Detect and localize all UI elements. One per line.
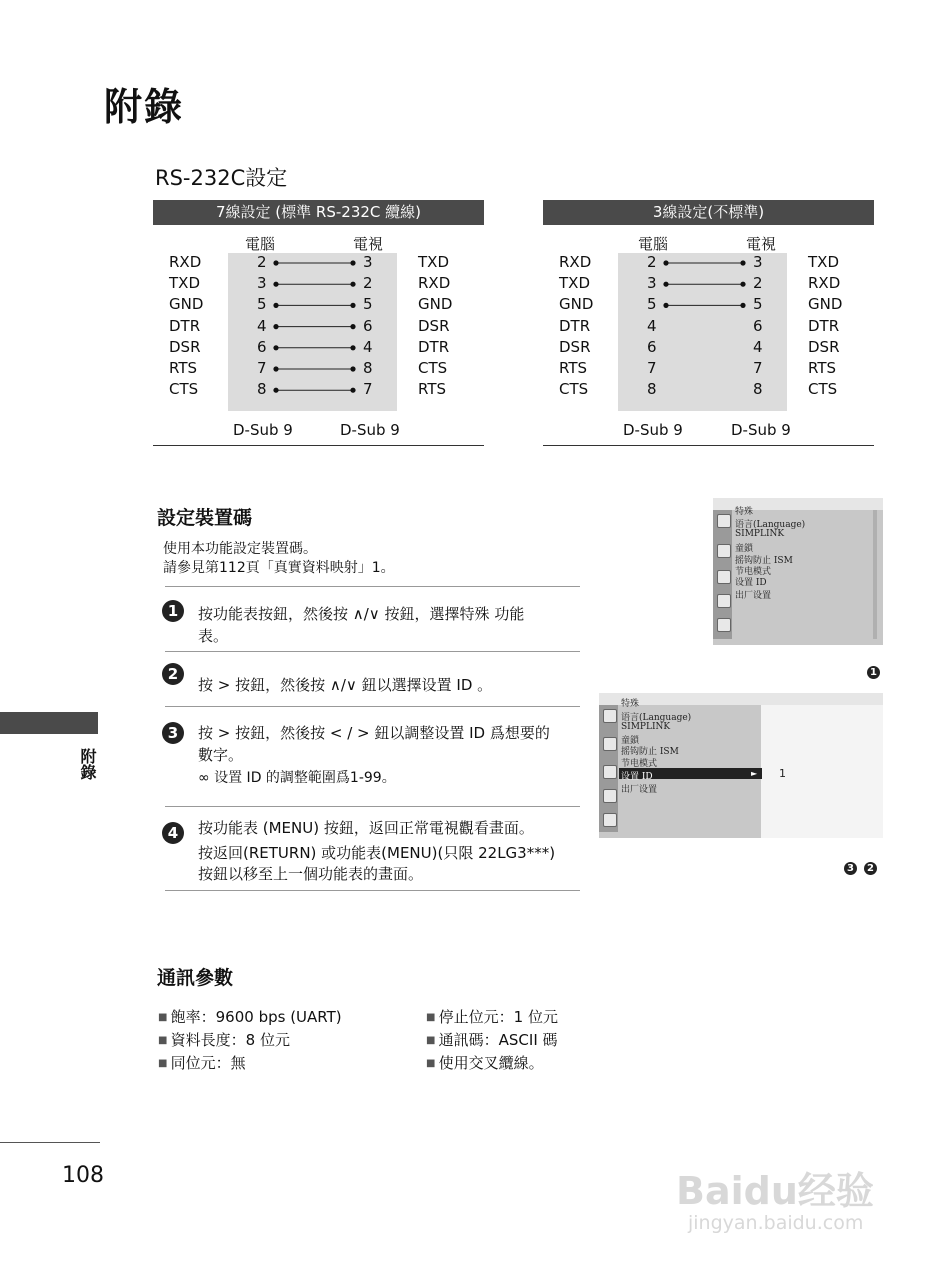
step-3-note: ∞ 设置 ID 的調整範圍爲1-99。: [198, 770, 396, 786]
signal-left: TXD: [169, 274, 200, 293]
signal-left: RTS: [559, 359, 588, 377]
wire-dot: [273, 324, 278, 329]
pin-tv: 6: [363, 316, 373, 335]
table-header: 3線設定(不標準): [543, 200, 874, 225]
table-7wire: [153, 200, 484, 446]
menu-item: 童鎖: [621, 736, 640, 746]
wire-dot: [740, 282, 745, 287]
wire-dot: [350, 388, 355, 393]
clock-icon: [717, 594, 731, 608]
menu-item: 摇钩防止 ISM: [735, 556, 793, 566]
special-icon: [717, 514, 731, 528]
wire-dot: [740, 260, 745, 265]
watermark-logo: Baidu经验: [676, 1169, 874, 1213]
screen-icon: [717, 544, 731, 558]
foot-tv: D-Sub 9: [731, 421, 791, 439]
screen-icon: [603, 737, 617, 751]
arrow-right-icon: ►: [751, 769, 758, 778]
wire-dot: [273, 260, 278, 265]
table-header: 7線設定 (標準 RS-232C 纜線): [153, 200, 484, 225]
rs232-heading: RS-232C設定: [155, 166, 288, 190]
lock-icon: [603, 813, 617, 827]
menu-item: 节电模式: [735, 567, 772, 577]
signal-right: DSR: [808, 337, 840, 356]
signal-left: CTS: [559, 380, 589, 399]
wire-dot: [273, 345, 278, 350]
side-tab-label: 附錄: [78, 748, 97, 780]
pin-pc: 5: [257, 295, 267, 314]
pin-tv: 2: [753, 274, 763, 293]
pin-pc: 4: [257, 316, 267, 335]
pin-pc: 6: [257, 337, 267, 356]
menu-item: 摇钩防止 ISM: [621, 747, 679, 757]
param-item: ■ 飽率：9600 bps (UART): [158, 1006, 342, 1027]
settings-icon: [717, 570, 731, 584]
screenshot-badge: 1: [867, 666, 880, 679]
pin-tv: 7: [363, 380, 373, 399]
device-heading: 設定裝置碼: [157, 507, 253, 529]
wire-dot: [273, 303, 278, 308]
pin-tv: 5: [363, 295, 373, 314]
device-intro: 使用本功能設定裝置碼。: [163, 541, 317, 557]
param-item: ■ 通訊碼：ASCII 碼: [426, 1029, 558, 1050]
pin-pc: 7: [647, 359, 657, 377]
signal-right: RXD: [808, 274, 841, 293]
col-tv: 電視: [353, 235, 384, 253]
step-1-text: 按功能表按鈕，然後按 ∧/∨ 按鈕，選擇特殊 功能: [198, 605, 525, 623]
signal-right: RTS: [418, 380, 447, 399]
menu-item: 设置 ID: [735, 578, 767, 588]
pin-pc: 8: [647, 380, 657, 399]
wire-dot: [663, 303, 668, 308]
pin-tv: 4: [753, 337, 763, 356]
wire-dot: [273, 366, 278, 371]
pin-pc: 2: [257, 253, 267, 271]
signal-right: DSR: [418, 316, 450, 335]
signal-right: DTR: [808, 316, 840, 335]
signal-right: GND: [808, 295, 843, 314]
pin-pc: 4: [647, 316, 657, 335]
pin-pc: 3: [647, 274, 657, 293]
pin-tv: 8: [363, 359, 373, 377]
signal-left: TXD: [559, 274, 590, 293]
menu-item: SIMPLINK: [621, 722, 671, 732]
lock-icon: [717, 618, 731, 632]
signal-left: RXD: [169, 253, 202, 271]
menu-item: 出厂设置: [621, 785, 658, 795]
pin-tv: 6: [753, 316, 763, 335]
signal-left: CTS: [169, 380, 199, 399]
wire-dot: [350, 345, 355, 350]
pin-tv: 3: [363, 253, 373, 271]
wire-dot: [350, 303, 355, 308]
signal-right: DTR: [418, 337, 450, 356]
signal-left: GND: [559, 295, 594, 314]
step-1-text-cont: 表。: [198, 627, 229, 645]
menu-item-selected: 设置 ID: [621, 772, 653, 782]
pin-pc: 7: [257, 359, 267, 377]
signal-right: TXD: [808, 253, 839, 271]
foot-pc: D-Sub 9: [623, 421, 683, 439]
menu-screenshot-1: [713, 498, 883, 645]
signal-right: RXD: [418, 274, 451, 293]
menu-item: SIMPLINK: [735, 529, 785, 539]
screenshot-badge: 3: [844, 862, 857, 875]
wire-dot: [350, 324, 355, 329]
pin-tv: 8: [753, 380, 763, 399]
side-tab-bar: [0, 712, 98, 734]
step-number: 3: [162, 722, 184, 744]
signal-left: DSR: [169, 337, 201, 356]
col-tv: 電視: [746, 235, 777, 253]
comm-heading: 通訊參數: [157, 967, 234, 989]
foot-pc: D-Sub 9: [233, 421, 293, 439]
step-4-text: 按功能表 (MENU) 按鈕，返回正常電視觀看畫面。: [198, 819, 534, 837]
param-item: ■ 使用交叉纜線。: [426, 1052, 544, 1073]
signal-left: DTR: [169, 316, 201, 335]
foot-tv: D-Sub 9: [340, 421, 400, 439]
col-pc: 電腦: [245, 235, 276, 253]
wire-dot: [350, 260, 355, 265]
signal-right: CTS: [808, 380, 838, 399]
step-3-text-cont: 數字。: [198, 746, 244, 764]
signal-right: GND: [418, 295, 453, 314]
col-pc: 電腦: [638, 235, 669, 253]
signal-left: RTS: [169, 359, 198, 377]
menu-title: 特殊: [621, 699, 640, 709]
pin-tv: 3: [753, 253, 763, 271]
signal-left: RXD: [559, 253, 592, 271]
menu-item: 童鎖: [735, 544, 754, 554]
menu-screenshot-2: [599, 693, 883, 838]
wire-dot: [740, 303, 745, 308]
wire-dot: [663, 260, 668, 265]
param-item: ■ 資料長度：8 位元: [158, 1029, 290, 1050]
step-4-text-cont: 按返回(RETURN) 或功能表(MENU)(只限 22LG3***): [198, 844, 556, 862]
clock-icon: [603, 789, 617, 803]
pin-pc: 3: [257, 274, 267, 293]
menu-title: 特殊: [735, 507, 754, 517]
signal-right: RTS: [808, 359, 837, 377]
pin-tv: 4: [363, 337, 373, 356]
step-4-text-cont2: 按鈕以移至上一個功能表的畫面。: [198, 865, 424, 883]
watermark-url: jingyan.baidu.com: [688, 1212, 864, 1234]
special-icon: [603, 709, 617, 723]
pin-pc: 5: [647, 295, 657, 314]
setting-value: 1: [779, 767, 786, 780]
signal-left: GND: [169, 295, 204, 314]
page-number: 108: [62, 1163, 104, 1188]
step-3-text: 按 > 按鈕，然後按 < / > 鈕以調整设置 ID 爲想要的: [198, 724, 550, 742]
wire-dot: [273, 282, 278, 287]
pin-tv: 5: [753, 295, 763, 314]
step-number: 1: [162, 600, 184, 622]
screenshot-badge: 2: [864, 862, 877, 875]
step-2-text: 按 > 按鈕，然後按 ∧/∨ 鈕以選擇设置 ID 。: [198, 676, 493, 694]
signal-right: CTS: [418, 359, 448, 377]
menu-item: 语言(Language): [735, 520, 806, 530]
wire-dot: [273, 388, 278, 393]
signal-left: DTR: [559, 316, 591, 335]
wire-dot: [663, 282, 668, 287]
step-number: 2: [162, 663, 184, 685]
signal-right: TXD: [418, 253, 449, 271]
pin-pc: 2: [647, 253, 657, 271]
param-item: ■ 同位元：無: [158, 1052, 246, 1073]
device-intro-ref: 請參見第112頁「真實資料映射」1。: [163, 560, 395, 576]
signal-left: DSR: [559, 337, 591, 356]
pin-pc: 8: [257, 380, 267, 399]
wire-dot: [350, 366, 355, 371]
page-title: 附錄: [104, 85, 185, 129]
menu-item: 节电模式: [621, 759, 658, 769]
wire-dot: [350, 282, 355, 287]
pin-pc: 6: [647, 337, 657, 356]
param-item: ■ 停止位元：1 位元: [426, 1006, 558, 1027]
table-3wire: [543, 200, 874, 446]
step-number: 4: [162, 822, 184, 844]
menu-item: 出厂设置: [735, 591, 772, 601]
menu-item: 语言(Language): [621, 713, 692, 723]
settings-icon: [603, 765, 617, 779]
pin-tv: 2: [363, 274, 373, 293]
pin-tv: 7: [753, 359, 763, 377]
